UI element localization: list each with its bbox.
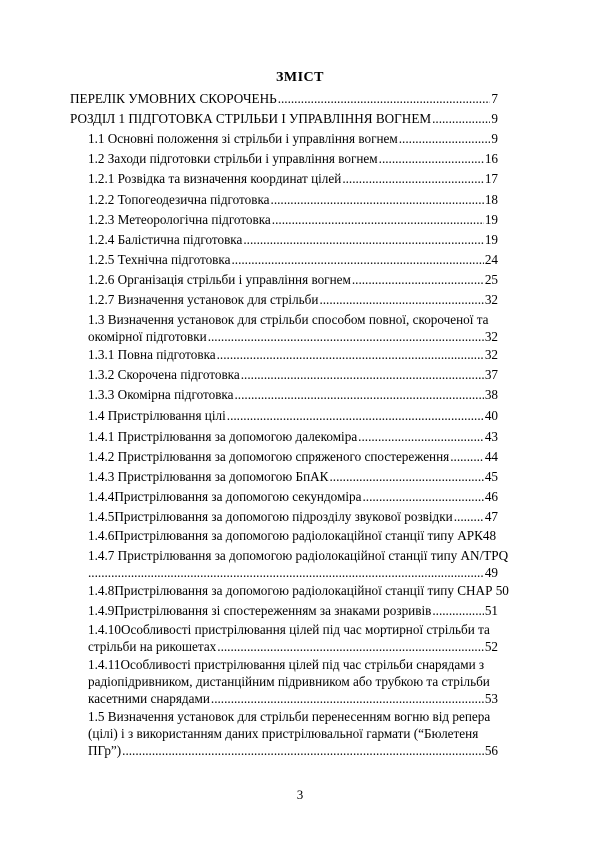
dot-leader [450,448,484,465]
dot-leader [432,110,490,127]
toc-entry-page: 51 [484,603,498,618]
toc-entry[interactable] [88,291,498,308]
dot-leader [358,428,484,445]
toc-entry-text: РОЗДІЛ 1 ПІДГОТОВКА СТРІЛЬБИ І УПРАВЛІННЯ ВОГНЕМ [70,111,432,126]
toc-entry[interactable] [88,428,498,445]
toc-entry[interactable] [88,211,498,228]
toc-entry[interactable] [88,468,498,485]
toc-entry-page: 19 [484,232,498,247]
toc-entry-text-continued: ПГр”) [88,743,122,758]
toc-entry-page: 43 [484,429,498,444]
toc-entry-text: 1.4.11Особливості пристрілювання цілей під час стрільби снарядами з [88,657,485,672]
toc-entry-text: 1.4.7 Пристрілювання за допомогою радіолокаційної станції типу AN/TPQ [88,548,509,563]
toc-entry[interactable] [88,191,498,208]
toc-entry-text-continued: касетними снарядами [88,691,210,706]
toc-entry-text: 1.4.9Пристрілювання зі спостереженням за знаками розривів [88,603,432,618]
dot-leader [231,251,483,268]
toc-entry[interactable] [88,251,498,268]
dot-leader [352,271,484,288]
toc-entry-text: 1.4.3 Пристрілювання за допомогою БпАК [88,469,329,484]
toc-entry-page: 24 [484,252,498,267]
toc-entry[interactable] [88,448,498,465]
toc-entry-page: 56 [484,743,498,758]
dot-leader [319,291,483,308]
toc-entry-page: 32 [484,329,498,344]
toc-entry-page: 32 [484,347,498,362]
dot-leader [208,328,484,345]
toc-entry-text: 1.2.3 Метеорологічна підготовка [88,212,271,227]
dot-leader [122,742,484,759]
toc-entry[interactable] [70,110,498,127]
toc-entry-page: 18 [484,192,498,207]
dot-leader [379,150,484,167]
toc-entry-text: 1.2.5 Технічна підготовка [88,252,231,267]
toc-entry[interactable] [88,582,518,599]
toc-entry-text: 1.2.1 Розвідка та визначення координат цілей [88,171,342,186]
toc-entry[interactable] [88,656,498,707]
dot-leader [399,130,491,147]
toc-entry-text-continued: (цілі) і з використанням даних пристрілювальної гармати (“Бюлетеня [88,726,479,741]
page-title: ЗМІСТ [276,70,324,85]
toc-entry-text: 1.2.4 Балістична підготовка [88,232,243,247]
toc-entry-page: 9 [491,111,498,126]
toc-entry-text: 1.4 Пристрілювання цілі [88,408,226,423]
toc-entry-text: 1.1 Основні положення зі стрільби і управління вогнем [88,131,398,146]
dot-leader [278,90,491,107]
dot-leader [217,346,484,363]
toc-entry-page: 25 [484,272,498,287]
dot-leader [272,211,484,228]
toc-entry-page: 19 [484,212,498,227]
dot-leader [362,488,483,505]
toc-entry[interactable] [88,231,498,248]
toc-entry-page: 40 [484,408,498,423]
toc-entry[interactable] [88,508,498,525]
dot-leader [454,508,484,525]
dot-leader [227,407,484,424]
toc-entry-page: 46 [484,489,498,504]
toc-entry-text: 1.2 Заходи підготовки стрільби і управління вогнем [88,151,378,166]
toc-entry-page: 49 [484,565,498,580]
toc-entry-text: 1.2.7 Визначення установок для стрільби [88,292,319,307]
dot-leader [342,170,484,187]
toc-entry-text: 1.4.1 Пристрілювання за допомогою далекоміра [88,429,358,444]
toc-entry-text: 1.4.10Особливості пристрілювання цілей під час мортирної стрільби та [88,622,490,637]
toc-entry-page: 32 [484,292,498,307]
toc-entry-text: 1.2.2 Топогеодезична підготовка [88,192,270,207]
toc-entry[interactable] [88,547,509,581]
toc-entry-text-continued: радіопідривником, дистанційним підривником або трубкою та стрільби [88,674,490,689]
toc-entry-page: 37 [484,367,498,382]
toc-entry[interactable] [88,130,498,147]
dot-leader [432,602,483,619]
toc-entry[interactable] [88,346,498,363]
toc-entry[interactable] [88,366,498,383]
toc-entry-text: 1.4.8Пристрілювання за допомогою радіолокаційної станції типу СНАР 50 [88,583,509,598]
toc-entry-page: 7 [491,91,498,106]
dot-leader [241,366,484,383]
toc-entry-page: 44 [484,449,498,464]
toc-entry-text: 1.5 Визначення установок для стрільби перенесенням вогню від репера [88,709,491,724]
toc-entry-text: 1.4.2 Пристрілювання за допомогою спряженого спостереження [88,449,450,464]
toc-entry-text: 1.4.4Пристрілювання за допомогою секундоміра [88,489,362,504]
toc-entry-page: 9 [491,131,498,146]
toc-entry-text: ПЕРЕЛІК УМОВНИХ СКОРОЧЕНЬ [70,91,277,106]
toc-entry-text-continued: стрільби на рикошетах [88,639,217,654]
page-number: 3 [296,787,304,802]
toc-entry[interactable] [88,271,498,288]
toc-entry-page: 17 [484,171,498,186]
toc-entry-page: 47 [484,509,498,524]
dot-leader [211,690,484,707]
toc-entry-text: 1.3.3 Окомірна підготовка [88,387,234,402]
toc-entry[interactable] [88,708,498,759]
toc-entry-page: 53 [484,691,498,706]
toc-entry[interactable] [88,386,498,403]
toc-entry-page: 45 [484,469,498,484]
dot-leader [271,191,484,208]
toc-entry-page: 52 [484,639,498,654]
toc-entry[interactable] [88,488,498,505]
toc-entry[interactable] [88,602,498,619]
toc-entry-text: 1.3.1 Повна підготовка [88,347,216,362]
dot-leader [329,468,483,485]
toc-entry[interactable] [70,90,498,107]
toc-entry-text: 1.3.2 Скорочена підготовка [88,367,240,382]
toc-entry[interactable] [88,407,498,424]
toc-entry-page: 16 [484,151,498,166]
toc-entry-text: 1.2.6 Організація стрільби і управління вогнем [88,272,351,287]
dot-leader [88,564,484,581]
toc-entry-page: 38 [484,387,498,402]
toc-entry[interactable] [88,311,498,345]
toc-entry[interactable] [88,150,498,167]
toc-entry-text: 1.3 Визначення установок для стрільби способом повної, скороченої та [88,312,489,327]
toc-entry[interactable] [88,621,498,655]
dot-leader [217,638,484,655]
toc-entry-text-continued: окомірної підготовки [88,329,207,344]
toc-entry-text: 1.4.5Пристрілювання за допомогою підрозділу звукової розвідки [88,509,453,524]
dot-leader [243,231,483,248]
toc-entry[interactable] [88,170,498,187]
dot-leader [235,386,484,403]
toc-entry-text: 1.4.6Пристрілювання за допомогою радіолокаційної станції типу АРК48 [88,528,497,543]
toc-entry[interactable] [88,527,498,544]
